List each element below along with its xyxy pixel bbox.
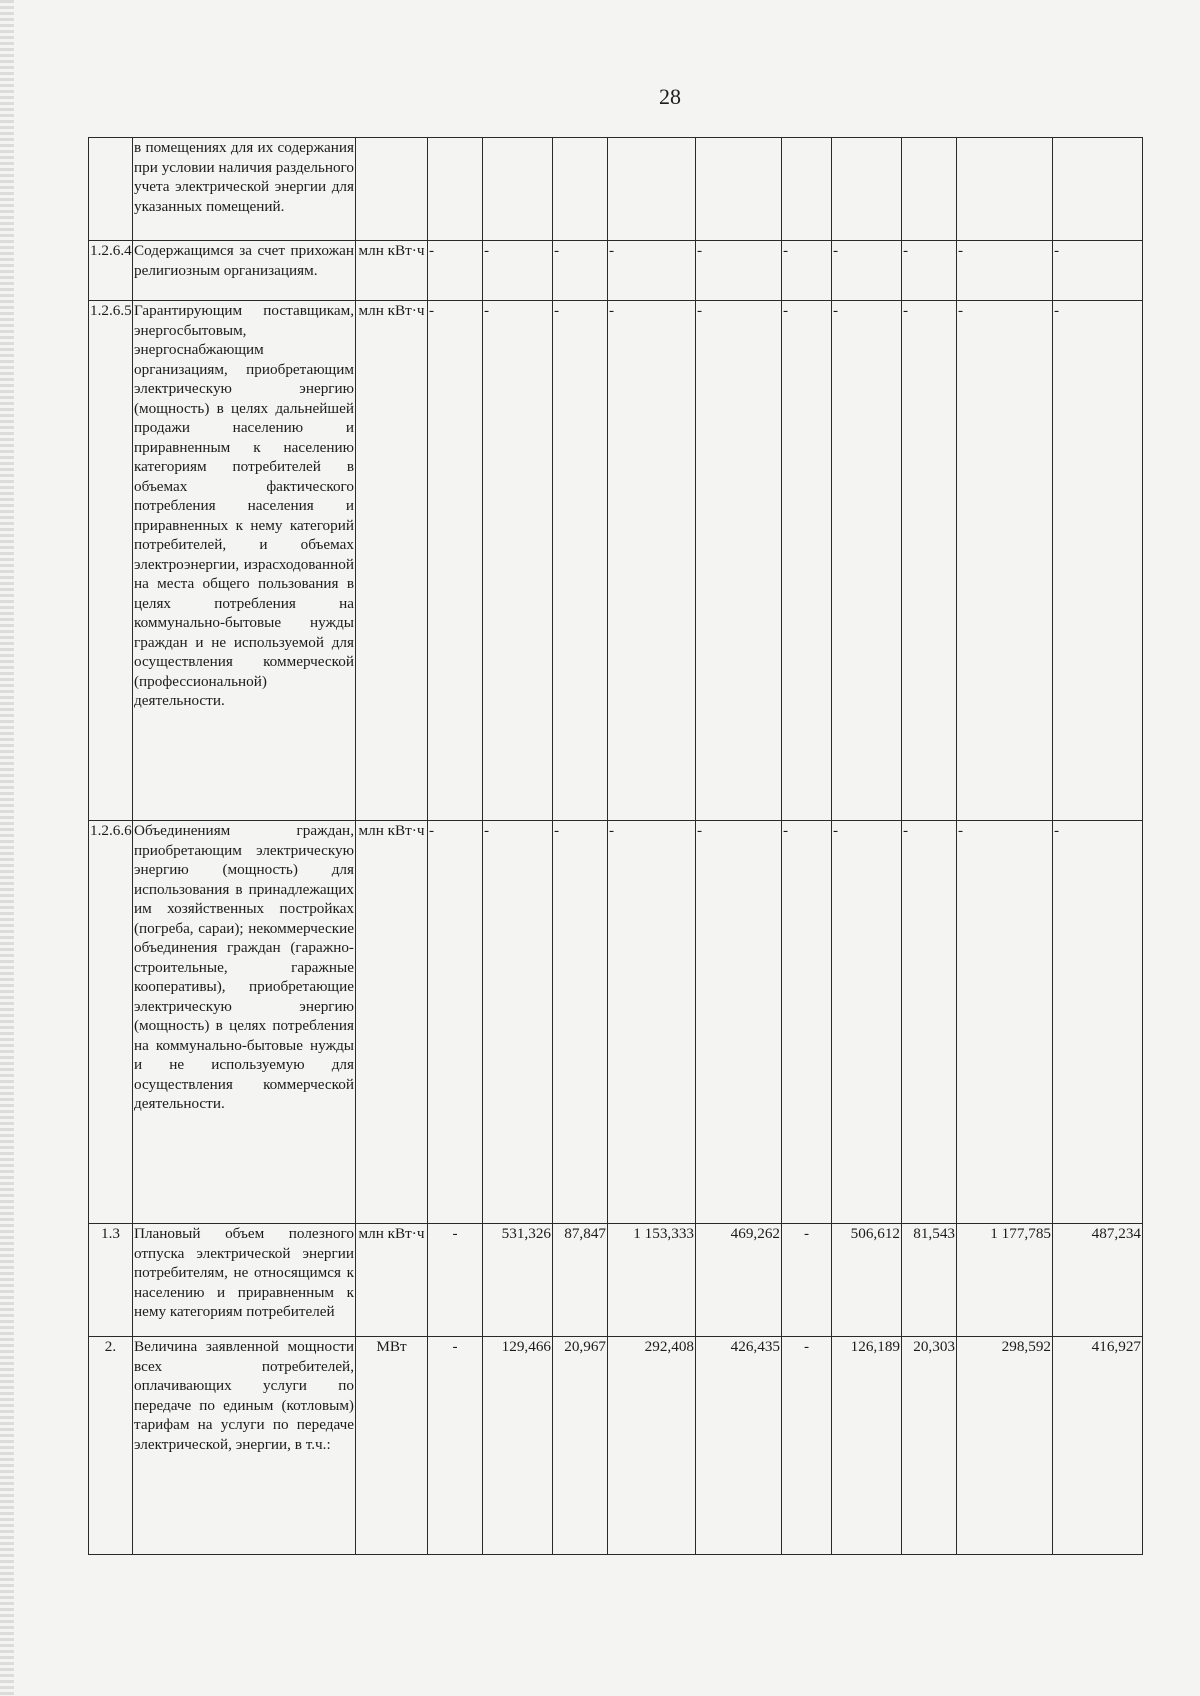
row-unit-cell: млн кВт·ч: [356, 821, 428, 1224]
value-cell: -: [428, 1337, 483, 1555]
value-cell: -: [553, 301, 608, 821]
value-cell: -: [902, 301, 957, 821]
value-cell: [428, 138, 483, 241]
table-row: [89, 301, 1143, 821]
value-cell: -: [782, 1224, 832, 1337]
value-cell: 469,262: [696, 1224, 782, 1337]
row-unit-cell: млн кВт·ч: [356, 1224, 428, 1337]
value-cell: 126,189: [832, 1337, 902, 1555]
row-description-cell: Плановый объем полезного отпуска электрической энергии потребителям, не относящимся к населению и приравненным к нему категориям потребителей: [133, 1224, 356, 1337]
row-description-cell: Гарантирующим поставщикам, энергосбытовым, энергоснабжающим организациям, приобретающим электрическую энергию (мощность) в целях дальнейшей продажи населению и приравненным к населению категориям потребителей в объемах фактического потребления населения и приравненных к нему категорий потребителей, и объемах электроэнергии, израсходованной на места общего пользования в целях потребления на коммунально-бытовые нужды граждан и не используемой для осуществления коммерческой (профессиональной) деятельности.: [133, 301, 356, 821]
value-cell: 1 153,333: [608, 1224, 696, 1337]
value-cell: 20,967: [553, 1337, 608, 1555]
value-cell: [782, 138, 832, 241]
value-cell: -: [428, 301, 483, 821]
value-cell: -: [483, 821, 553, 1224]
value-cell: 87,847: [553, 1224, 608, 1337]
value-cell: -: [782, 241, 832, 301]
row-unit-cell: [356, 138, 428, 241]
row-number-cell: 1.2.6.4: [89, 241, 133, 301]
row-number-cell: 1.3: [89, 1224, 133, 1337]
value-cell: -: [1053, 241, 1143, 301]
value-cell: 81,543: [902, 1224, 957, 1337]
value-cell: -: [957, 241, 1053, 301]
row-unit-cell: млн кВт·ч: [356, 301, 428, 821]
value-cell: 506,612: [832, 1224, 902, 1337]
value-cell: -: [782, 1337, 832, 1555]
value-cell: -: [902, 821, 957, 1224]
value-cell: 1 177,785: [957, 1224, 1053, 1337]
value-cell: -: [832, 241, 902, 301]
value-cell: [608, 138, 696, 241]
value-cell: -: [608, 821, 696, 1224]
value-cell: -: [608, 241, 696, 301]
value-cell: -: [696, 241, 782, 301]
table-row: [89, 821, 1143, 1224]
value-cell: -: [483, 301, 553, 821]
table-row: [89, 1337, 1143, 1555]
row-number-cell: [89, 138, 133, 241]
value-cell: -: [428, 1224, 483, 1337]
value-cell: [1053, 138, 1143, 241]
value-cell: [696, 138, 782, 241]
page-number: 28: [659, 84, 681, 109]
row-description-cell: Содержащимся за счет прихожан религиозным организациям.: [133, 241, 356, 301]
row-description-cell: Объединениям граждан, приобретающим электрическую энергию (мощность) для использования в принадлежащих им хозяйственных постройках (погреба, сараи); некоммерческие объединения граждан (гаражно-строительные, гаражные кооперативы), приобретающие электрическую энергию (мощность) в целях потребления на коммунально-бытовые нужды и не используемую для осуществления коммерческой деятельности.: [133, 821, 356, 1224]
value-cell: -: [782, 301, 832, 821]
scan-binding-edge: [0, 0, 14, 1696]
value-cell: -: [1053, 821, 1143, 1224]
value-cell: -: [1053, 301, 1143, 821]
row-number-cell: 1.2.6.6: [89, 821, 133, 1224]
row-description-cell: в помещениях для их содержания при условии наличия раздельного учета электрической энергии для указанных помещений.: [133, 138, 356, 241]
value-cell: 426,435: [696, 1337, 782, 1555]
value-cell: -: [832, 821, 902, 1224]
table-row: [89, 138, 1143, 241]
value-cell: -: [553, 821, 608, 1224]
value-cell: 292,408: [608, 1337, 696, 1555]
value-cell: -: [957, 821, 1053, 1224]
row-description-cell: Величина заявленной мощности всех потребителей, оплачивающих услуги по передаче по единым (котловым) тарифам на услуги по передаче электрической, энергии, в т.ч.:: [133, 1337, 356, 1555]
value-cell: 129,466: [483, 1337, 553, 1555]
value-cell: [832, 138, 902, 241]
value-cell: -: [696, 301, 782, 821]
value-cell: -: [428, 241, 483, 301]
row-unit-cell: млн кВт·ч: [356, 241, 428, 301]
value-cell: -: [782, 821, 832, 1224]
tariff-data-table: [88, 137, 1143, 1555]
table-row: [89, 1224, 1143, 1337]
value-cell: -: [957, 301, 1053, 821]
value-cell: 487,234: [1053, 1224, 1143, 1337]
value-cell: -: [483, 241, 553, 301]
value-cell: [957, 138, 1053, 241]
table-row: [89, 241, 1143, 301]
value-cell: -: [428, 821, 483, 1224]
value-cell: 531,326: [483, 1224, 553, 1337]
row-number-cell: 2.: [89, 1337, 133, 1555]
value-cell: -: [608, 301, 696, 821]
value-cell: 416,927: [1053, 1337, 1143, 1555]
value-cell: 298,592: [957, 1337, 1053, 1555]
value-cell: 20,303: [902, 1337, 957, 1555]
value-cell: -: [553, 241, 608, 301]
row-unit-cell: МВт: [356, 1337, 428, 1555]
value-cell: [483, 138, 553, 241]
value-cell: -: [696, 821, 782, 1224]
value-cell: -: [832, 301, 902, 821]
row-number-cell: 1.2.6.5: [89, 301, 133, 821]
value-cell: [902, 138, 957, 241]
value-cell: [553, 138, 608, 241]
value-cell: -: [902, 241, 957, 301]
